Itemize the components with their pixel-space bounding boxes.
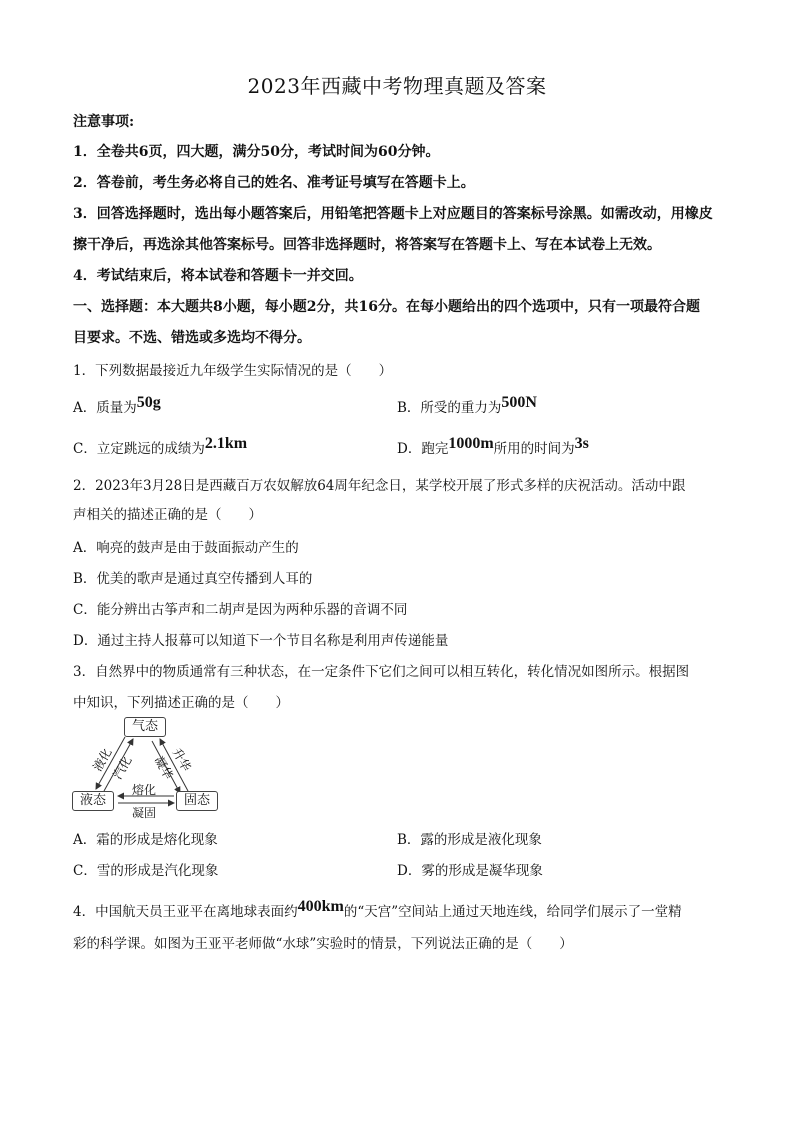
math-value: 3s: [574, 435, 589, 452]
question-3-option-a: A．霜的形成是熔化现象: [73, 832, 218, 848]
notice-heading: 注意事项:: [73, 114, 135, 130]
option-text: C．立定跳远的成绩为: [73, 441, 205, 457]
state-diagram: [70, 715, 220, 820]
math-value: 50g: [136, 394, 161, 411]
state-liquid-box: 液态: [72, 791, 114, 811]
question-1-option-b: [397, 396, 537, 417]
notice-item: 擦干净后，再选涂其他答案标号。回答非选择题时，将答案写在答题卡上、写在本试卷上无效。: [73, 237, 661, 253]
option-text: A．质量为: [73, 400, 137, 416]
state-solid-box: 固态: [176, 791, 218, 811]
section-heading: 一、选择题：本大题共8小题，每小题2分，共16分。在每小题给出的四个选项中，只有一项最符合题: [73, 299, 700, 315]
question-1-stem: 1．下列数据最接近九年级学生实际情况的是（ ）: [73, 363, 393, 379]
option-text: D．跑完: [397, 441, 449, 457]
state-gas-box: 气态: [124, 717, 166, 737]
notice-item: 2．答卷前，考生务必将自己的姓名、准考证号填写在答题卡上。: [73, 175, 475, 191]
question-4-stem: [73, 900, 682, 921]
question-2-stem-cont: 声相关的描述正确的是（ ）: [73, 507, 262, 523]
question-3-stem-cont: 中知识，下列描述正确的是（ ）: [73, 695, 289, 711]
option-text: 所用的时间为: [493, 441, 575, 457]
notice-item: 3．回答选择题时，选出每小题答案后，用铅笔把答题卡上对应题目的答案标号涂黑。如需改动，用橡皮: [73, 206, 713, 222]
notice-item: 1．全卷共6页，四大题，满分50分，考试时间为60分钟。: [73, 144, 440, 160]
question-4-stem-cont: 彩的科学课。如图为王亚平老师做“水球”实验时的情景，下列说法正确的是（ ）: [73, 936, 573, 952]
math-value: 1000m: [448, 435, 494, 452]
notice-item: 4．考试结束后，将本试卷和答题卡一并交回。: [73, 268, 363, 284]
question-2-option-c: C．能分辨出古筝声和二胡声是因为两种乐器的音调不同: [73, 602, 408, 618]
question-1-option-a: [73, 396, 161, 417]
math-value: 500N: [501, 394, 537, 411]
question-1-option-d: [397, 437, 589, 458]
question-3-option-d: D．雾的形成是凝华现象: [397, 863, 543, 879]
math-value: 400km: [297, 898, 344, 915]
question-3-option-c: C．雪的形成是汽化现象: [73, 863, 219, 879]
page-title: 2023年西藏中考物理真题及答案: [247, 74, 547, 98]
question-2-option-a: A．响亮的鼓声是由于鼓面振动产生的: [73, 540, 299, 556]
label-sublimate: 升华: [169, 745, 194, 774]
question-2-option-d: D．通过主持人报幕可以知道下一个节目名称是利用声传递能量: [73, 633, 449, 649]
question-3-stem: 3．自然界中的物质通常有三种状态，在一定条件下它们之间可以相互转化，转化情况如图所示。根据图: [73, 664, 690, 680]
section-heading-cont: 目要求。不选、错选或多选均不得分。: [73, 330, 311, 346]
label-liquefy: 液化: [90, 745, 115, 774]
label-freeze: 凝固: [132, 806, 157, 820]
math-value: 2.1km: [204, 435, 248, 452]
stem-text: 4．中国航天员王亚平在离地球表面约: [73, 904, 298, 920]
label-deposit: 凝华: [151, 753, 176, 782]
question-3-option-b: B．露的形成是液化现象: [397, 832, 542, 848]
option-text: B．所受的重力为: [397, 400, 502, 416]
question-2-option-b: B．优美的歌声是通过真空传播到人耳的: [73, 571, 313, 587]
stem-text: 的“天宫”空间站上通过天地连线，给同学们展示了一堂精: [343, 904, 682, 920]
question-1-option-c: [73, 437, 247, 458]
question-2-stem: 2．2023年3月28日是西藏百万农奴解放64周年纪念日，某学校开展了形式多样的庆祝活动。活动中跟: [73, 478, 686, 494]
label-melt: 熔化: [132, 783, 157, 797]
label-vaporize: 汽化: [110, 753, 135, 782]
